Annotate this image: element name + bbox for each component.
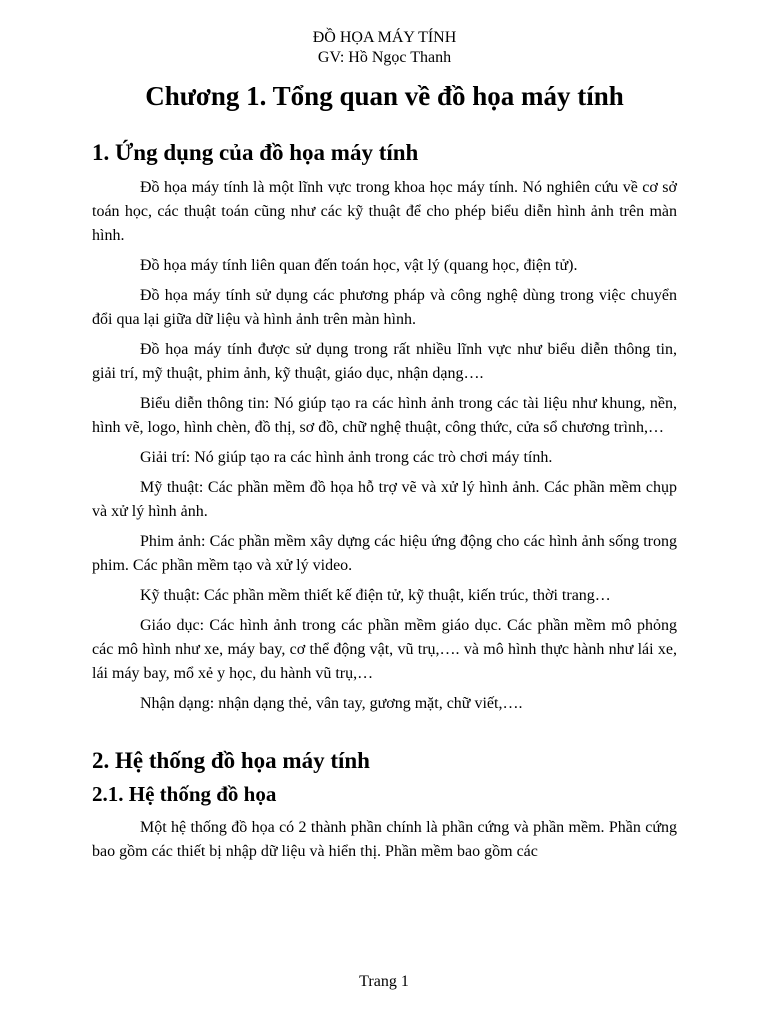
- paragraph: Kỹ thuật: Các phần mềm thiết kế điện tử, kỹ thuật, kiến trúc, thời trang…: [140, 587, 611, 604]
- section-2-1-body: [92, 816, 677, 864]
- page-header: [92, 28, 677, 68]
- paragraph: Đồ họa máy tính là một lĩnh vực trong khoa học máy tính. Nó nghiên cứu về cơ sở toán học, các thuật toán cũng như các kỹ thuật để cho phép biểu diễn hình ảnh trên màn hình.: [92, 179, 677, 244]
- paragraph: Đồ họa máy tính sử dụng các phương pháp và công nghệ dùng trong việc chuyển đổi qua lại giữa dữ liệu và hình ảnh trên màn hình.: [92, 287, 677, 328]
- paragraph: Một hệ thống đồ họa có 2 thành phần chính là phần cứng và phần mềm. Phần cứng bao gồm các thiết bị nhập dữ liệu và hiển thị. Phần mềm bao gồm các: [92, 819, 677, 860]
- paragraph: Đồ họa máy tính được sử dụng trong rất nhiều lĩnh vực như biểu diễn thông tin, giải trí, mỹ thuật, phim ảnh, kỹ thuật, giáo dục, nhận dạng….: [92, 341, 677, 382]
- paragraph: Giáo dục: Các hình ảnh trong các phần mềm giáo dục. Các phần mềm mô phỏng các mô hình như xe, máy bay, cơ thể động vật, vũ trụ,…. và mô hình thực hành như lái xe, lái máy bay, mổ xẻ y học, du hành vũ trụ,…: [92, 617, 677, 682]
- lecturer-name: GV: Hồ Ngọc Thanh: [317, 49, 452, 66]
- section-1-body: [92, 176, 677, 716]
- paragraph: Đồ họa máy tính liên quan đến toán học, vật lý (quang học, điện tử).: [140, 257, 578, 274]
- paragraph: Biểu diễn thông tin: Nó giúp tạo ra các hình ảnh trong các tài liệu như khung, nền, hình vẽ, logo, hình chèn, đồ thị, sơ đồ, chữ nghệ thuật, công thức, cửa sổ chương trình,…: [92, 395, 677, 436]
- section-2-1-heading: 2.1. Hệ thống đồ họa: [92, 782, 277, 806]
- section-2-heading: 2. Hệ thống đồ họa máy tính: [92, 748, 370, 773]
- paragraph: Nhận dạng: nhận dạng thẻ, vân tay, gương mặt, chữ viết,….: [140, 695, 523, 712]
- paragraph: Phim ảnh: Các phần mềm xây dựng các hiệu ứng động cho các hình ảnh sống trong phim. Các phần mềm tạo và xử lý video.: [92, 533, 677, 574]
- chapter-title: Chương 1. Tổng quan về đồ họa máy tính: [145, 81, 624, 111]
- page-number: Trang 1: [359, 973, 409, 990]
- section-1-heading: 1. Ứng dụng của đồ họa máy tính: [92, 140, 419, 165]
- paragraph: Mỹ thuật: Các phần mềm đồ họa hỗ trợ vẽ và xử lý hình ảnh. Các phần mềm chụp và xử lý hình ảnh.: [92, 479, 677, 520]
- course-title: ĐỒ HỌA MÁY TÍNH: [312, 29, 457, 46]
- paragraph: Giải trí: Nó giúp tạo ra các hình ảnh trong các trò chơi máy tính.: [140, 449, 553, 466]
- page-footer: [0, 972, 768, 992]
